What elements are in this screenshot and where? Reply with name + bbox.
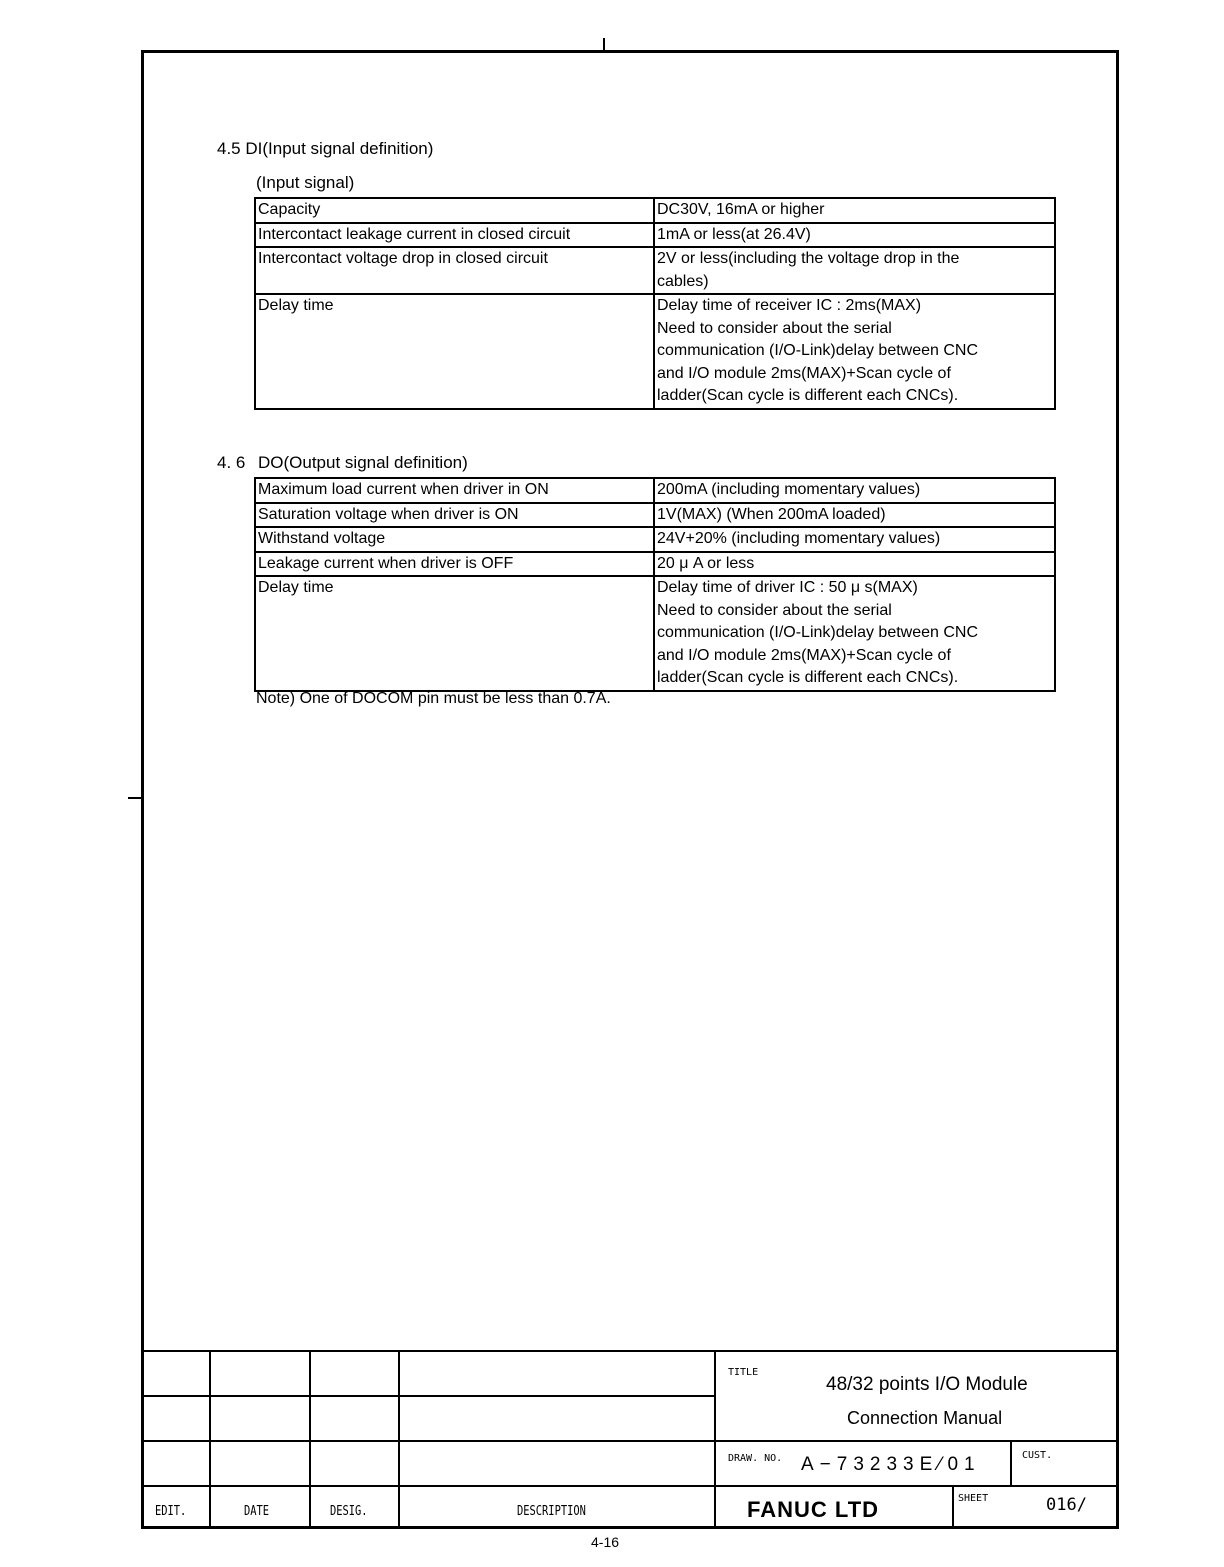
- revision-row-rule: [144, 1485, 1119, 1487]
- draw-no-label: DRAW. NO.: [728, 1453, 783, 1464]
- section-di-subheading: (Input signal): [256, 173, 355, 192]
- sheet-number: 016/: [1046, 1495, 1087, 1515]
- spec-value: 20 μ A or less: [654, 552, 1055, 577]
- spec-value: 2V or less(including the voltage drop in the cables): [654, 247, 1055, 294]
- spec-key: Withstand voltage: [255, 527, 654, 552]
- do-spec-table: [254, 477, 1056, 692]
- page-number: 4-16: [591, 1534, 620, 1550]
- table-row: [255, 247, 1055, 294]
- desig-header: DESIG.: [330, 1504, 368, 1519]
- spec-value: 1mA or less(at 26.4V): [654, 223, 1055, 248]
- section-do-heading: DO(Output signal definition): [258, 453, 468, 472]
- column-rule: [398, 1350, 400, 1528]
- table-row: [255, 478, 1055, 503]
- docom-note: Note) One of DOCOM pin must be less than 0.7A.: [256, 690, 611, 707]
- table-row: [255, 198, 1055, 223]
- column-rule: [209, 1350, 211, 1528]
- spec-value: 1V(MAX) (When 200mA loaded): [654, 503, 1055, 528]
- company-name: FANUC LTD: [747, 1497, 880, 1522]
- registration-mark-left: [128, 797, 142, 799]
- di-spec-table: [254, 197, 1056, 410]
- table-row: [255, 576, 1055, 691]
- table-row: [255, 527, 1055, 552]
- spec-value: 200mA (including momentary values): [654, 478, 1055, 503]
- cust-label: CUST.: [1022, 1450, 1053, 1461]
- column-rule: [714, 1350, 716, 1528]
- table-row: [255, 552, 1055, 577]
- title-block-top-rule: [144, 1350, 1119, 1352]
- date-header: DATE: [244, 1504, 270, 1519]
- document-title-line1: 48/32 points I/O Module: [826, 1374, 1028, 1395]
- table-row: [255, 503, 1055, 528]
- edit-header: EDIT.: [155, 1504, 187, 1519]
- title-block: [144, 1350, 1119, 1528]
- spec-key: Saturation voltage when driver is ON: [255, 503, 654, 528]
- spec-key: Intercontact voltage drop in closed circuit: [255, 247, 654, 294]
- section-do-number: 4. 6: [217, 453, 246, 472]
- description-header: DESCRIPTION: [517, 1504, 586, 1519]
- spec-key: Leakage current when driver is OFF: [255, 552, 654, 577]
- spec-value: Delay time of driver IC : 50 μ s(MAX) Need to consider about the serial communication (I/O-Link)delay between CNC and I/O module 2ms(MAX)+Scan cycle of ladder(Scan cycle is different each CNCs).: [654, 576, 1055, 691]
- revision-row-rule: [144, 1440, 1119, 1442]
- title-label: TITLE: [728, 1367, 759, 1378]
- revision-row-rule: [144, 1395, 714, 1397]
- spec-value: 24V+20% (including momentary values): [654, 527, 1055, 552]
- spec-key: Delay time: [255, 576, 654, 691]
- section-di-heading: 4.5 DI(Input signal definition): [217, 139, 434, 158]
- drawing-number: A−73233E⁄01: [801, 1454, 981, 1475]
- spec-value: Delay time of receiver IC : 2ms(MAX) Need to consider about the serial communication (I/O-Link)delay between CNC and I/O module 2ms(MAX)+Scan cycle of ladder(Scan cycle is different each CNCs).: [654, 294, 1055, 409]
- spec-key: Delay time: [255, 294, 654, 409]
- table-row: [255, 294, 1055, 409]
- spec-key: Capacity: [255, 198, 654, 223]
- spec-key: Maximum load current when driver in ON: [255, 478, 654, 503]
- table-row: [255, 223, 1055, 248]
- spec-value: DC30V, 16mA or higher: [654, 198, 1055, 223]
- document-title-line2: Connection Manual: [847, 1408, 1003, 1428]
- spec-key: Intercontact leakage current in closed circuit: [255, 223, 654, 248]
- cust-rule: [1010, 1440, 1012, 1485]
- column-rule: [309, 1350, 311, 1528]
- sheet-label: SHEET: [958, 1493, 989, 1504]
- sheet-rule: [952, 1485, 954, 1528]
